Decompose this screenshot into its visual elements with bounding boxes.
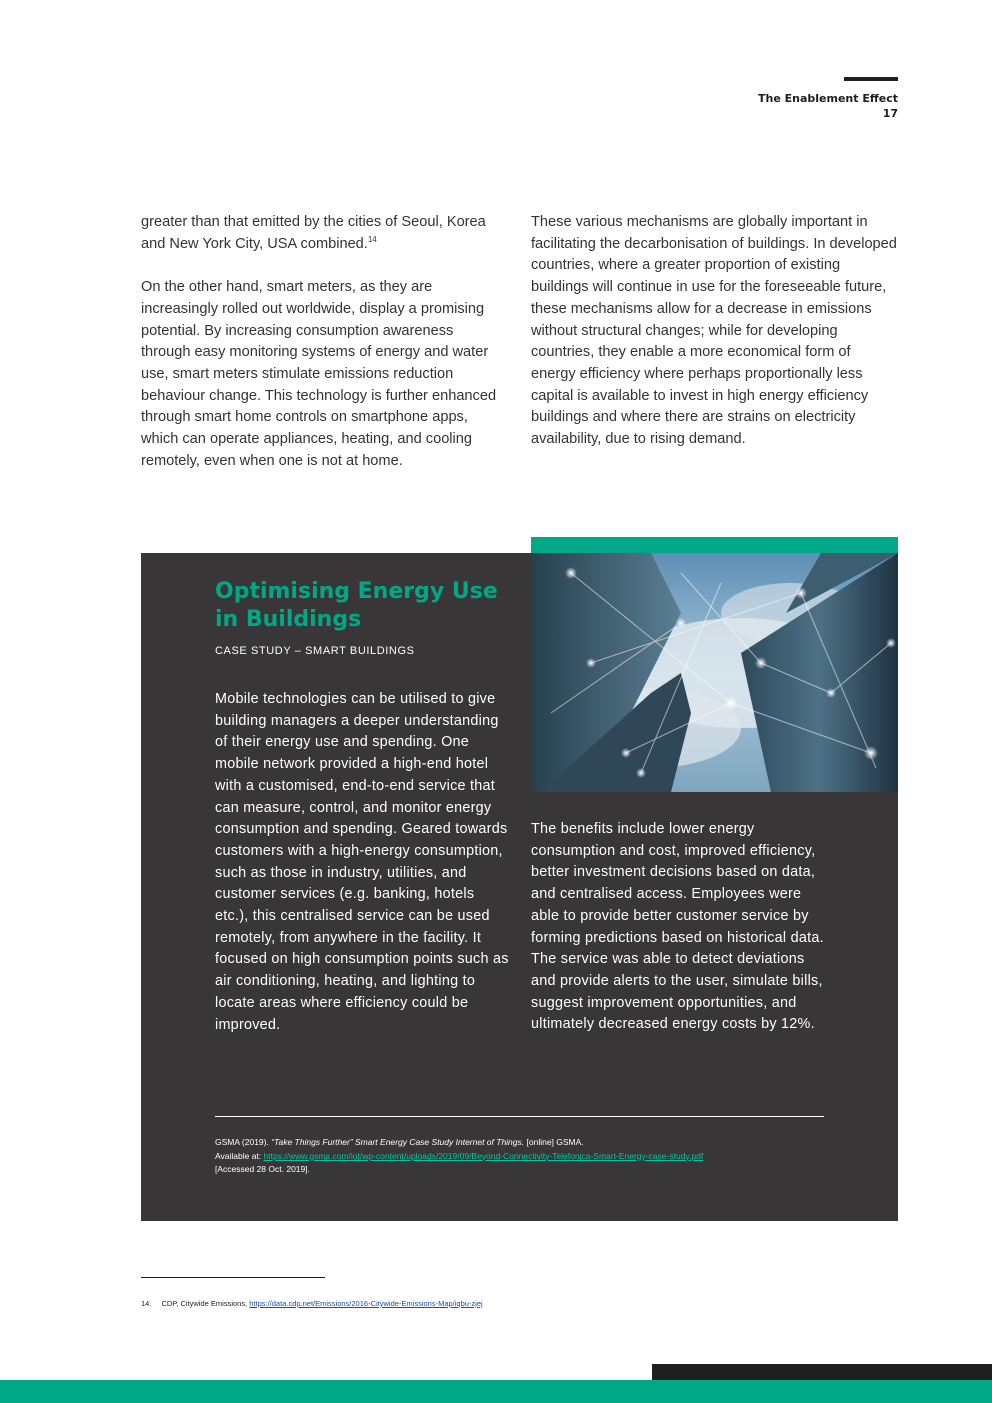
- footnote: [141, 1299, 483, 1308]
- header-accent-bar: [844, 77, 898, 81]
- reference-available-label: Available at:: [215, 1150, 264, 1161]
- case-study-reference: [215, 1136, 815, 1177]
- skyscrapers-network-photo: [531, 553, 898, 792]
- case-study-accent-strip: [531, 537, 898, 553]
- reference-line: [215, 1136, 815, 1150]
- reference-link[interactable]: https://www.gsma.com/iot/wp-content/uploads/2019/09/Beyond-Connectivity-Telefonica-Smart-Energy-case-study.pdf: [263, 1150, 704, 1161]
- case-study-text-right: The benefits include lower energy consumption and cost, improved efficiency, better investment decisions based on data, and centralised access. Employees were able to provide better customer service by forming predictions based on historical data. The service was able to detect deviations and provide alerts to the user, simulate bills, suggest improvement opportunities, and ultimately decreased energy costs by 12%.: [531, 821, 824, 1033]
- page-number: 17: [882, 107, 898, 120]
- reference-line: [215, 1150, 815, 1164]
- footnote-number: 14.: [141, 1299, 152, 1308]
- body-column-left: [141, 212, 506, 494]
- reference-title: “Take Things Further” Smart Energy Case Study Internet of Things.: [271, 1137, 525, 1147]
- running-header-title: The Enablement Effect: [757, 92, 898, 105]
- body-paragraph: On the other hand, smart meters, as they are increasingly rolled out worldwide, display a promising potential. By increasing consumption awareness through easy monitoring systems of energy and water use, smart meters stimulate emissions reduction behaviour change. This technology is further enhanced through smart home controls on smartphone apps, which can operate appliances, heating, and cooling remotely, even when one is not at home.: [141, 279, 497, 469]
- body-column-right: [531, 212, 898, 472]
- body-paragraph: [141, 212, 506, 255]
- body-paragraph-text: greater than that emitted by the cities of Seoul, Korea and New York City, USA combined.: [141, 214, 486, 252]
- case-study-text-left: Mobile technologies can be utilised to give building managers a deeper understanding of their energy use and spending. One mobile network provided a high-end hotel with a customised, end-to-end service that can measure, control, and monitor energy consumption and spending. Geared towards customers with a high-energy consumption, such as those in industry, utilities, and customer services (e.g. banking, hotels etc.), this centralised service can be used remotely, from anywhere in the facility. It focused on high consumption points such as air conditioning, heating, and lighting to locate areas where efficiency could be improved.: [215, 691, 509, 1033]
- footnote-reference[interactable]: 14: [367, 234, 377, 244]
- footnote-text: CDP, Citywide Emissions,: [161, 1299, 250, 1308]
- reference-author: GSMA (2019).: [215, 1137, 272, 1147]
- case-study-title: Optimising Energy Use in Buildings: [215, 579, 498, 632]
- footer-accent-bar: [0, 1380, 992, 1403]
- footnote-link[interactable]: https://data.cdp.net/Emissions/2016-Citywide-Emissions-Map/iqbu-zjej: [249, 1299, 483, 1308]
- footer-dark-bar: [652, 1364, 992, 1380]
- skyscrapers-network-illustration: [531, 553, 898, 792]
- footnote-divider: [141, 1277, 325, 1278]
- reference-publisher: [online] GSMA.: [524, 1137, 584, 1147]
- reference-accessed: [Accessed 28 Oct. 2019].: [215, 1164, 310, 1174]
- case-study-subtitle: CASE STUDY – SMART BUILDINGS: [215, 645, 415, 657]
- body-paragraph: These various mechanisms are globally important in facilitating the decarbonisation of buildings. In developed countries, where a greater proportion of existing buildings will continue in use for the foreseeable future, these mechanisms allow for a decrease in emissions without structural changes; while for developing countries, they enable a more economical form of energy efficiency where perhaps proportionally less capital is available to invest in high energy efficiency buildings and where there are strains on electricity availability, due to rising demand.: [531, 214, 897, 448]
- case-study-divider: [215, 1116, 824, 1117]
